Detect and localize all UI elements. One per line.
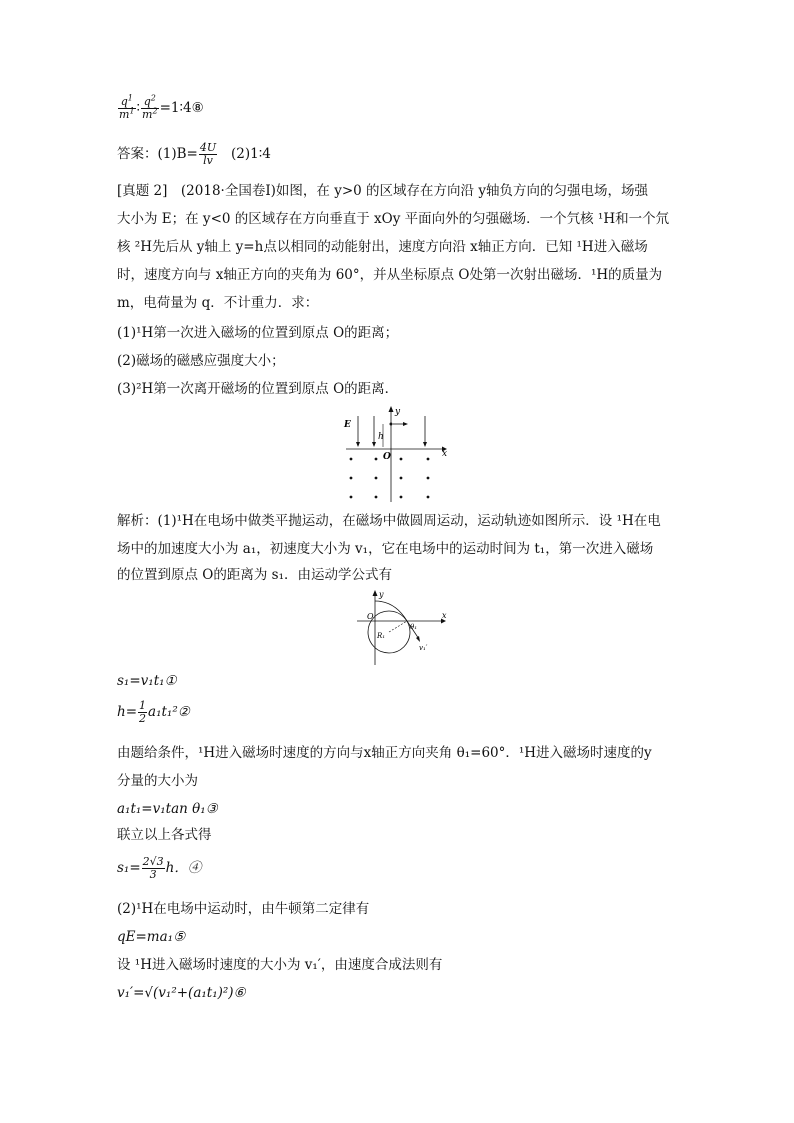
equation-2-left: h=	[117, 704, 138, 720]
radius-line	[389, 621, 407, 632]
equation-2-numerator: 1	[139, 699, 147, 712]
solution-line-5: 分量的大小为	[117, 773, 198, 789]
label-h: h	[378, 432, 384, 442]
field-diagram	[338, 402, 453, 504]
solution-line-6: 联立以上各式得	[117, 827, 212, 843]
answer-line	[117, 142, 271, 167]
field-arrow-3	[423, 442, 427, 447]
label-origin: O	[367, 612, 374, 621]
solution-line-4: 由题给条件，¹H进入磁场时速度的方向与x轴正方向夹角 θ₁=60°．¹H进入磁场时速度的y	[117, 745, 652, 761]
equation-6: v₁′=√(v₁²+(a₁t₁)²)⑥	[117, 985, 246, 1001]
problem-line-3: 核 ²H先后从 y轴上 y=h点以相同的动能射出，速度方向沿 x轴正方向．已知 ¹H进入磁场	[117, 239, 648, 255]
equation-2-fraction	[138, 700, 147, 725]
solution-line-7: (2)¹H在电场中运动时，由牛顿第二定律有	[117, 901, 370, 917]
equation-4	[117, 856, 201, 881]
ratio-separator: ∶	[136, 100, 141, 116]
y-axis-arrow	[373, 590, 378, 596]
question-3: (3)²H第一次离开磁场的位置到原点 O的距离．	[117, 381, 399, 397]
label-velocity: v₁′	[419, 644, 428, 652]
question-2: (2)磁场的磁感应强度大小；	[117, 353, 285, 369]
solution-line-3: 的位置到原点 O的距离为 s₁．由运动学公式有	[117, 567, 392, 583]
velocity-arrow	[403, 422, 408, 426]
label-y: y	[379, 590, 384, 599]
answer-fraction-numerator: 4U	[199, 141, 217, 154]
question-1: (1)¹H第一次进入磁场的位置到原点 O的距离；	[117, 325, 399, 341]
velocity-arrow	[416, 636, 420, 642]
label-theta: θ₁	[410, 623, 418, 631]
problem-line-4: 时，速度方向与 x轴正方向的夹角为 60°，并从坐标原点 O处第一次射出磁场．¹H的质量为	[117, 267, 663, 283]
answer-label: 答案：(1)B=	[117, 146, 198, 162]
label-origin: O	[383, 452, 391, 462]
particle	[390, 423, 393, 426]
equation-4-numerator: 2√3	[142, 855, 164, 868]
field-arrow-2	[372, 442, 376, 447]
field-arrow-1	[356, 442, 360, 447]
label-E: E	[344, 420, 351, 430]
problem-line-2: 大小为 E；在 y<0 的区域存在方向垂直于 xOy 平面向外的匀强磁场．一个氕核 ¹H和一个氘	[117, 211, 670, 227]
equation-3: a₁t₁=v₁tan θ₁③	[117, 801, 218, 817]
equation-4-denominator: 3	[149, 868, 157, 881]
problem-line-1: [真题 2] (2018·全国卷Ⅰ)如图，在 y>0 的区域存在方向沿 y轴负方向的匀强电场，场强	[117, 183, 648, 199]
problem-line-5: m，电荷量为 q．不计重力．求：	[117, 295, 319, 311]
equation-5: qE=ma₁⑤	[117, 929, 186, 945]
ratio-result: =1∶4⑧	[159, 100, 204, 116]
solution-line-2: 场中的加速度大小为 a₁，初速度大小为 v₁，它在电场中的运动时间为 t₁，第一次进入磁场	[117, 541, 654, 557]
trajectory-diagram	[355, 588, 455, 666]
equation-2-denominator: 2	[139, 712, 147, 725]
solution-line-8: 设 ¹H进入磁场时速度的大小为 v₁′，由速度合成法则有	[117, 957, 443, 973]
answer-part-2: (2)1∶4	[231, 146, 271, 162]
y-axis-arrow	[389, 406, 394, 412]
label-x: x	[442, 449, 448, 459]
magnetic-field-dots	[350, 458, 430, 499]
equation-2	[117, 700, 190, 725]
answer-fraction-denominator: lv	[203, 154, 213, 167]
ratio-line	[117, 93, 204, 121]
label-radius: R₁	[377, 632, 386, 640]
fraction-q1-m1: $\frac{q^1}{m^1}$	[119, 93, 135, 121]
equation-4-fraction	[142, 856, 165, 881]
label-y: y	[395, 407, 401, 417]
solution-line-1: 解析：(1)¹H在电场中做类平抛运动，在磁场中做圆周运动，运动轨迹如图所示．设 ¹H在电	[117, 513, 661, 529]
equation-1: s₁=v₁t₁①	[117, 673, 177, 689]
fraction-q2-m2: $\frac{q^2}{m^2}$	[142, 93, 158, 121]
answer-fraction	[199, 142, 217, 167]
label-x: x	[442, 611, 447, 620]
equation-2-right: a₁t₁²②	[148, 704, 190, 720]
equation-4-right: h．④	[165, 860, 202, 876]
equation-4-left: s₁=	[117, 860, 141, 876]
